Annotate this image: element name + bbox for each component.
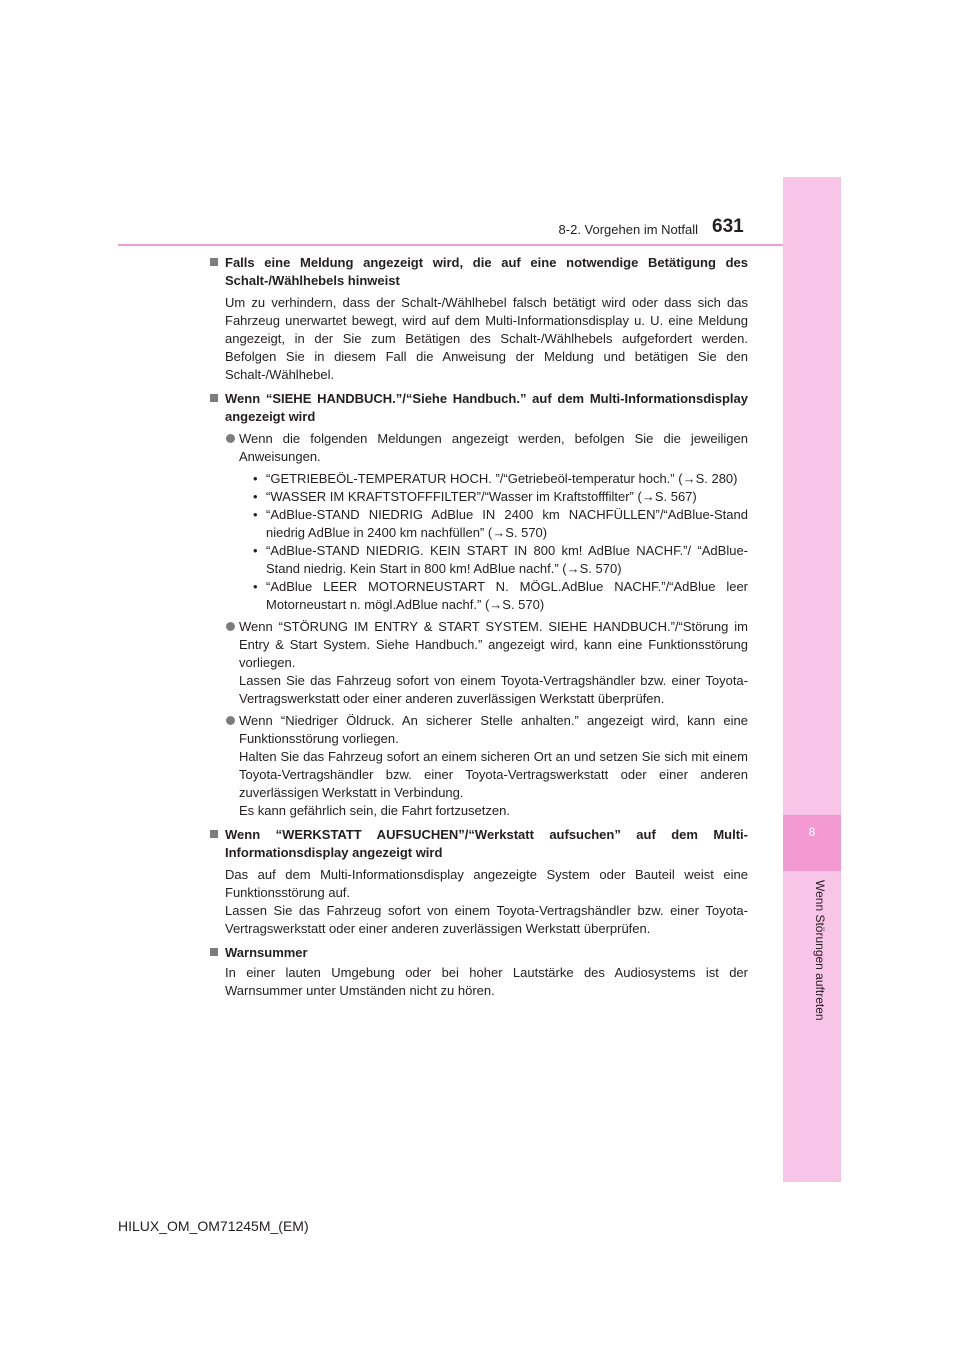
chapter-number-box	[783, 815, 841, 871]
list-item: Wenn “STÖRUNG IM ENTRY & START SYSTEM. SIEHE HANDBUCH.”/“Störung im Entry & Start System. Siehe Handbuch.” angezeigt wird, kann eine Funktionsstörung vorliegen. Lassen Sie das Fahrzeug sofort von einem Toyota-Vertragshändler bzw. einer Toyota-Vertragswerkstatt oder einer anderen zuverlässigen Werkstatt überprüfen.	[225, 618, 748, 708]
section-warning-buzzer	[210, 944, 748, 1000]
round-bullet-icon	[225, 712, 239, 820]
section-heading: Falls eine Meldung angezeigt wird, die auf eine notwendige Betätigung des Schalt-/Wählhebels hinweist	[225, 255, 748, 288]
list-item: • “WASSER IM KRAFTSTOFFFILTER”/“Wasser im Kraftstofffilter” (→S. 567)	[253, 489, 697, 504]
chapter-number: 8	[808, 825, 816, 839]
list-item: • “AdBlue LEER MOTORNEUSTART N. MÖGL.AdBlue NACHF.”/“AdBlue leer Motorneustart n. mögl.AdBlue nachf.” (→S. 570)	[253, 579, 748, 612]
page-content	[210, 254, 748, 1006]
document-code: HILUX_OM_OM71245M_(EM)	[118, 1218, 309, 1234]
list-item: • “AdBlue-STAND NIEDRIG AdBlue IN 2400 km NACHFÜLLEN”/“AdBlue-Stand niedrig AdBlue in 2400 km nachfüllen” (→S. 570)	[253, 507, 748, 540]
chapter-tab-strip	[783, 177, 841, 1182]
round-bullet-icon	[225, 430, 239, 466]
square-bullet-icon	[210, 390, 221, 426]
section-heading: Warnsummer	[225, 945, 308, 960]
section-see-manual	[210, 390, 748, 820]
section-heading: Wenn “SIEHE HANDBUCH.”/“Siehe Handbuch.” auf dem Multi-Informationsdisplay angezeigt wird	[225, 391, 748, 424]
section-shift-lever	[210, 254, 748, 384]
section-text: Um zu verhindern, dass der Schalt-/Wählhebel falsch betätigt wird oder dass sich das Fahrzeug unerwartet bewegt, wird auf dem Multi-Informationsdisplay u. U. eine Meldung angezeigt, in der Sie zum Betätigen des Schalt-/Wählhebels aufgefordert werden. Befolgen Sie in diesem Fall die Anweisung der Meldung und betätigen Sie den Schalt-/Wählhebel.	[225, 295, 748, 382]
round-bullet-icon	[225, 618, 239, 708]
list-item: • “AdBlue-STAND NIEDRIG. KEIN START IN 800 km! AdBlue NACHF.”/ “AdBlue-Stand niedrig. Kein Start in 800 km! AdBlue nachf.” (→S. 570)	[253, 543, 748, 576]
square-bullet-icon	[210, 944, 221, 962]
square-bullet-icon	[210, 254, 221, 290]
section-visit-workshop: Wenn “WERKSTATT AUFSUCHEN”/“Werkstatt aufsuchen” auf dem Multi-Informationsdisplay angezeigt wird Das auf dem Multi-Informationsdisplay angezeigte System oder Bauteil weist eine Funktionsstörung auf. Lassen Sie das Fahrzeug sofort von einem Toyota-Vertragshändler bzw. einer Toyota-Vertragswerkstatt oder einer anderen zuverlässigen Werkstatt überprüfen.	[210, 826, 748, 938]
header-rule	[118, 244, 783, 246]
section-heading: Wenn “WERKSTATT AUFSUCHEN”/“Werkstatt aufsuchen” auf dem Multi-Informationsdisplay angezeigt wird	[225, 827, 748, 860]
chapter-title: Wenn Störungen auftreten	[813, 880, 827, 1021]
section-title: 8-2. Vorgehen im Notfall	[558, 222, 698, 237]
list-item: • “GETRIEBEÖL-TEMPERATUR HOCH. ”/“Getriebeöl-temperatur hoch.” (→S. 280)	[253, 471, 738, 486]
section-text: In einer lauten Umgebung oder bei hoher Lautstärke des Audiosystems ist der Warnsummer unter Umständen nicht zu hören.	[225, 965, 748, 998]
list-item: Wenn die folgenden Meldungen angezeigt werden, befolgen Sie die jeweiligen Anweisungen.	[225, 430, 748, 466]
square-bullet-icon	[210, 826, 221, 862]
message-list	[253, 470, 748, 614]
list-item: Wenn “Niedriger Öldruck. An sicherer Stelle anhalten.” angezeigt wird, kann eine Funktionsstörung vorliegen. Halten Sie das Fahrzeug sofort an einem sicheren Ort an und setzen Sie sich mit einem Toyota-Vertragshändler bzw. einer Toyota-Vertragswerkstatt oder einer anderen zuverlässigen Werkstatt in Verbindung. Es kann gefährlich sein, die Fahrt fortzusetzen.	[225, 712, 748, 820]
page-number: 631	[712, 216, 744, 237]
